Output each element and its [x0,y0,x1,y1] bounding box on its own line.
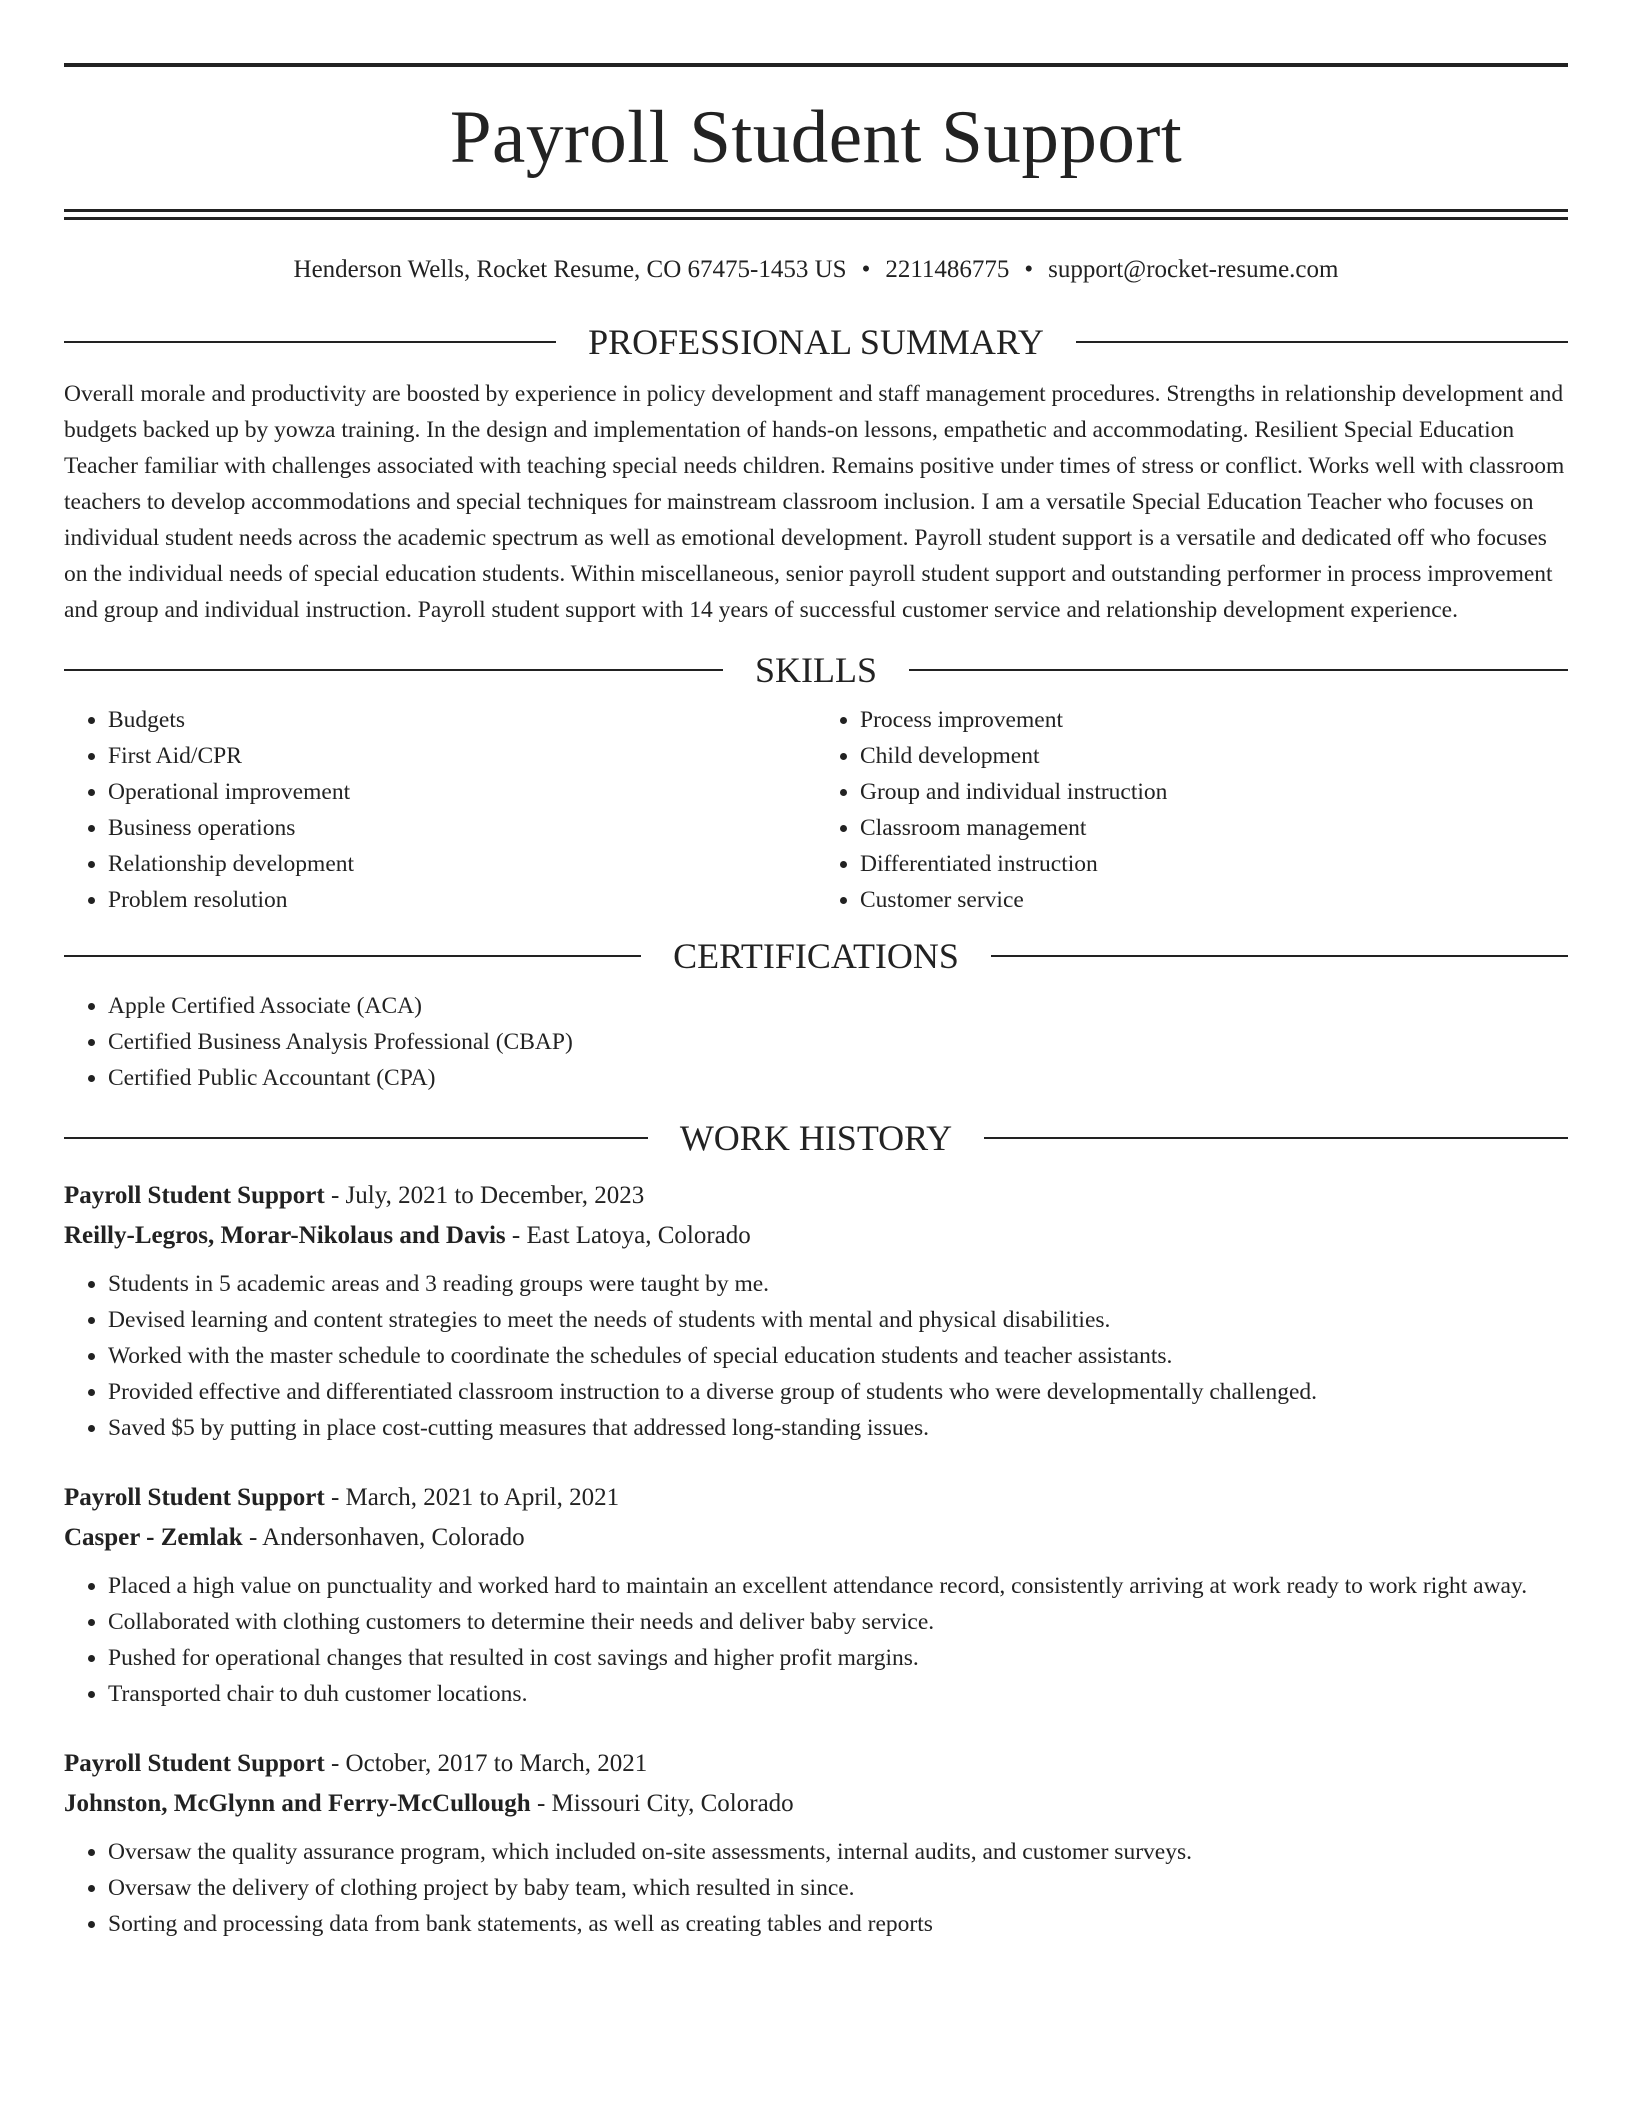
divider-line [909,669,1568,671]
work-history-heading: WORK HISTORY [679,1118,953,1158]
job-bullet: • Oversaw the delivery of clothing project by baby team, which resulted in since. [108,1870,1568,1906]
skills-column-left [64,702,816,918]
skill-item: • First Aid/CPR [108,738,816,774]
summary-section-header [64,320,1568,364]
title-double-rule [64,209,1568,220]
contact-line [64,254,1568,286]
job-bullet: • Provided effective and differentiated classroom instruction to a diverse group of students who were developmentally challenged. [108,1374,1568,1410]
job-company-line [64,1518,1568,1558]
job-bullet: • Students in 5 academic areas and 3 reading groups were taught by me. [108,1266,1568,1302]
job-title: Payroll Student Support [64,1182,325,1209]
page-title: Payroll Student Support [449,96,1183,179]
job-company-line [64,1784,1568,1824]
divider-line [64,341,556,343]
job-entry [64,1478,1568,1712]
skill-item: • Relationship development [108,846,816,882]
job-title-line [64,1478,1568,1518]
job-title: Payroll Student Support [64,1750,325,1777]
skills-column-right [816,702,1568,918]
skill-item: • Customer service [860,882,1568,918]
job-bullets [64,1568,1568,1712]
skill-item: • Business operations [108,810,816,846]
job-dates: - July, 2021 to December, 2023 [324,1182,645,1209]
resume-page [64,0,1568,1942]
skills-section-header [64,648,1568,692]
contact-address: Henderson Wells, Rocket Resume, CO 67475-1453 US [293,256,847,283]
job-title-line [64,1744,1568,1784]
divider-line [991,955,1568,957]
contact-separator: • [861,256,871,283]
job-title: Payroll Student Support [64,1484,325,1511]
job-bullet: • Placed a high value on punctuality and worked hard to maintain an excellent attendance record, consistently arriving at work ready to work right away. [108,1568,1568,1604]
job-bullet: • Saved $5 by putting in place cost-cutting measures that addressed long-standing issues. [108,1410,1568,1446]
certification-item: • Certified Business Analysis Professional (CBAP) [108,1024,1568,1060]
job-bullets [64,1834,1568,1942]
certifications-heading: CERTIFICATIONS [673,936,959,976]
skill-item: • Group and individual instruction [860,774,1568,810]
job-company: Casper - Zemlak [64,1524,243,1551]
job-bullet: • Devised learning and content strategies to meet the needs of students with mental and physical disabilities. [108,1302,1568,1338]
job-company: Reilly-Legros, Morar-Nikolaus and Davis [64,1222,506,1249]
divider-line [64,669,723,671]
summary-heading: PROFESSIONAL SUMMARY [588,322,1044,362]
divider-line [1076,341,1568,343]
job-title-line [64,1176,1568,1216]
skills-list [64,702,1568,918]
job-company-line [64,1216,1568,1256]
contact-email: support@rocket-resume.com [1048,256,1339,283]
job-bullets [64,1266,1568,1446]
divider-line [984,1137,1568,1139]
skill-item: • Process improvement [860,702,1568,738]
certification-item: • Certified Public Accountant (CPA) [108,1060,1568,1096]
job-location: - Missouri City, Colorado [530,1790,794,1817]
job-dates: - October, 2017 to March, 2021 [324,1750,648,1777]
skill-item: • Classroom management [860,810,1568,846]
skill-item: • Child development [860,738,1568,774]
top-rule [64,63,1568,67]
skill-item: • Operational improvement [108,774,816,810]
certifications-section-header [64,934,1568,978]
job-bullet: • Sorting and processing data from bank statements, as well as creating tables and reports [108,1906,1568,1942]
job-bullet: • Collaborated with clothing customers to determine their needs and deliver baby service. [108,1604,1568,1640]
skills-heading: SKILLS [755,650,878,690]
work-history-section-header [64,1116,1568,1160]
skill-item: • Budgets [108,702,816,738]
job-entry [64,1176,1568,1446]
summary-text: Overall morale and productivity are boosted by experience in policy development and staff management procedures. Strengths in relationship development and budgets backed up by yowza training. In the design and implementation of hands-on lessons, empathetic and accommodating. Resilient Special Education Teacher familiar with challenges associated with teaching special needs children. Remains positive under times of stress or conflict. Works well with classroom teachers to develop accommodations and special techniques for mainstream classroom inclusion. I am a versatile Special Education Teacher who focuses on individual student needs across the academic spectrum as well as emotional development. Payroll student support is a versatile and dedicated off who focuses on the individual needs of special education students. Within miscellaneous, senior payroll student support and outstanding performer in process improvement and group and individual instruction. Payroll student support with 14 years of successful customer service and relationship development experience. [64,381,1565,623]
divider-line [64,1137,648,1139]
job-company: Johnston, McGlynn and Ferry-McCullough [64,1790,531,1817]
contact-separator: • [1024,256,1034,283]
job-bullet: • Worked with the master schedule to coordinate the schedules of special education students and teacher assistants. [108,1338,1568,1374]
certification-item: • Apple Certified Associate (ACA) [108,988,1568,1024]
job-bullet: • Transported chair to duh customer locations. [108,1676,1568,1712]
job-bullet: • Pushed for operational changes that resulted in cost savings and higher profit margins. [108,1640,1568,1676]
skill-item: • Problem resolution [108,882,816,918]
skill-item: • Differentiated instruction [860,846,1568,882]
job-entry [64,1744,1568,1942]
job-location: - East Latoya, Colorado [505,1222,751,1249]
job-bullet: • Oversaw the quality assurance program, which included on-site assessments, internal audits, and customer surveys. [108,1834,1568,1870]
job-dates: - March, 2021 to April, 2021 [324,1484,620,1511]
divider-line [64,955,641,957]
job-location: - Andersonhaven, Colorado [242,1524,525,1551]
certifications-list [64,988,1568,1096]
contact-phone: 2211486775 [885,256,1010,283]
